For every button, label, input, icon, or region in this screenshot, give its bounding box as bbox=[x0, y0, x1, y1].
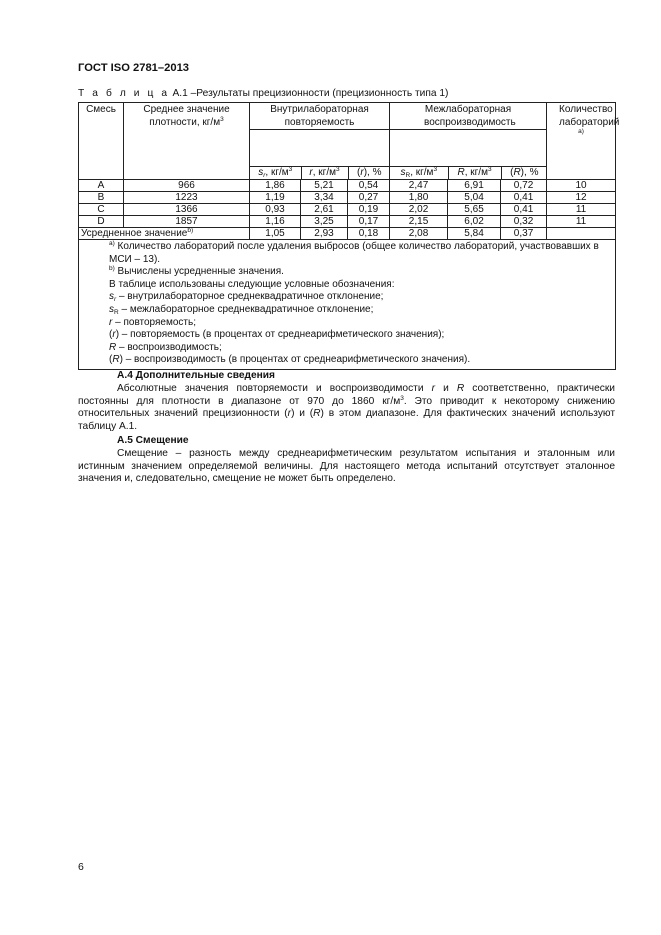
subheader-r: r, $кг/м^3$ bbox=[301, 167, 348, 180]
header-reproducibility: Межлабораторная воспроизводимость bbox=[390, 103, 547, 130]
table-row: D 1857 1,16 3,25 0,17 2,15 6,02 0,32 11 bbox=[79, 216, 616, 228]
subheader-R-pct: (R), % bbox=[501, 167, 547, 180]
note-b: $^{b)}$ Вычислены усредненные значения. bbox=[109, 265, 284, 278]
header-density: Среднее значение плотности, $кг/м^3$ bbox=[124, 103, 250, 180]
table-notes bbox=[79, 240, 616, 370]
notes-intro: В таблице использованы следующие условные обозначения: bbox=[109, 278, 395, 290]
table-row-average: Усредненное значение$^{b)}$ 1,05 2,93 0,18 2,08 5,84 0,37 bbox=[79, 228, 616, 240]
section-a5-title: А.5 Смещение bbox=[117, 435, 189, 446]
legend-r: r – повторяемость; bbox=[109, 316, 196, 328]
legend-r-pct: (r) – повторяемость (в процентах от среднеарифметического значения); bbox=[109, 329, 445, 341]
header-lab-count: Количество лабораторий $^{а)}$ bbox=[547, 103, 616, 180]
legend-sr: $s_r$ – внутрилабораторное среднеквадратичное отклонение; bbox=[109, 291, 384, 304]
table-caption-prefix: Т а б л и ц а bbox=[78, 88, 170, 99]
average-label: Усредненное значение$^{b)}$ bbox=[79, 228, 250, 240]
subheader-sr: $s_r$, $кг/м^3$ bbox=[250, 167, 301, 180]
page-number: 6 bbox=[78, 861, 84, 873]
table-row: C 1366 0,93 2,61 0,19 2,02 5,65 0,41 11 bbox=[79, 204, 616, 216]
header-repeatability: Внутрилабораторная повторяемость bbox=[250, 103, 390, 130]
section-a4-title: А.4 Дополнительные сведения bbox=[117, 370, 275, 381]
standard-header: ГОСТ ISO 2781–2013 bbox=[78, 62, 190, 74]
subheader-sR: $s_R$, $кг/м^3$ bbox=[390, 167, 448, 180]
legend-sR: $s_R$ – межлабораторное среднеквадратичное отклонение; bbox=[109, 303, 374, 316]
subheader-R: R, $кг/м^3$ bbox=[448, 167, 501, 180]
section-a4-text: Абсолютные значения повторяемости и воспроизводимости r и R соответственно, практически постоянны для плотности в диапазоне от 970 до 1860 $кг/м^3$. Это приводит к некоторому снижению относительных значений прецизионности (r) и (R) в этом диапазоне. Для фактических значений используют таблицу А.1. bbox=[78, 383, 616, 432]
header-reprod-spacer bbox=[390, 130, 547, 180]
table-row: B 1223 1,19 3,34 0,27 1,80 5,04 0,41 12 bbox=[79, 192, 616, 204]
note-a: $^{а)}$ Количество лабораторий после удаления выбросов (общее количество лабораторий, участвовавших в МСИ – 13). bbox=[109, 240, 599, 265]
table-caption bbox=[78, 88, 448, 99]
precision-table bbox=[78, 102, 620, 370]
legend-R: R – воспроизводимость; bbox=[109, 341, 222, 353]
header-repeat-spacer bbox=[250, 130, 390, 180]
legend-R-pct: (R) – воспроизводимость (в процентах от среднеарифметического значения). bbox=[109, 354, 471, 366]
subheader-r-pct: (r), % bbox=[348, 167, 390, 180]
header-mix: Смесь bbox=[79, 103, 124, 180]
table-caption-text: А.1 –Результаты прецизионности (прецизионность типа 1) bbox=[169, 88, 449, 99]
section-a5-text: Смещение – разность между среднеарифметическим результатом испытания и эталонным или истинным значением определяемой величины. Для настоящего метода испытаний отсутствует эталонное значения и, следовательно, смещение не может быть определено. bbox=[78, 448, 615, 485]
table-row: A 966 1,86 5,21 0,54 2,47 6,91 0,72 10 bbox=[79, 180, 616, 192]
